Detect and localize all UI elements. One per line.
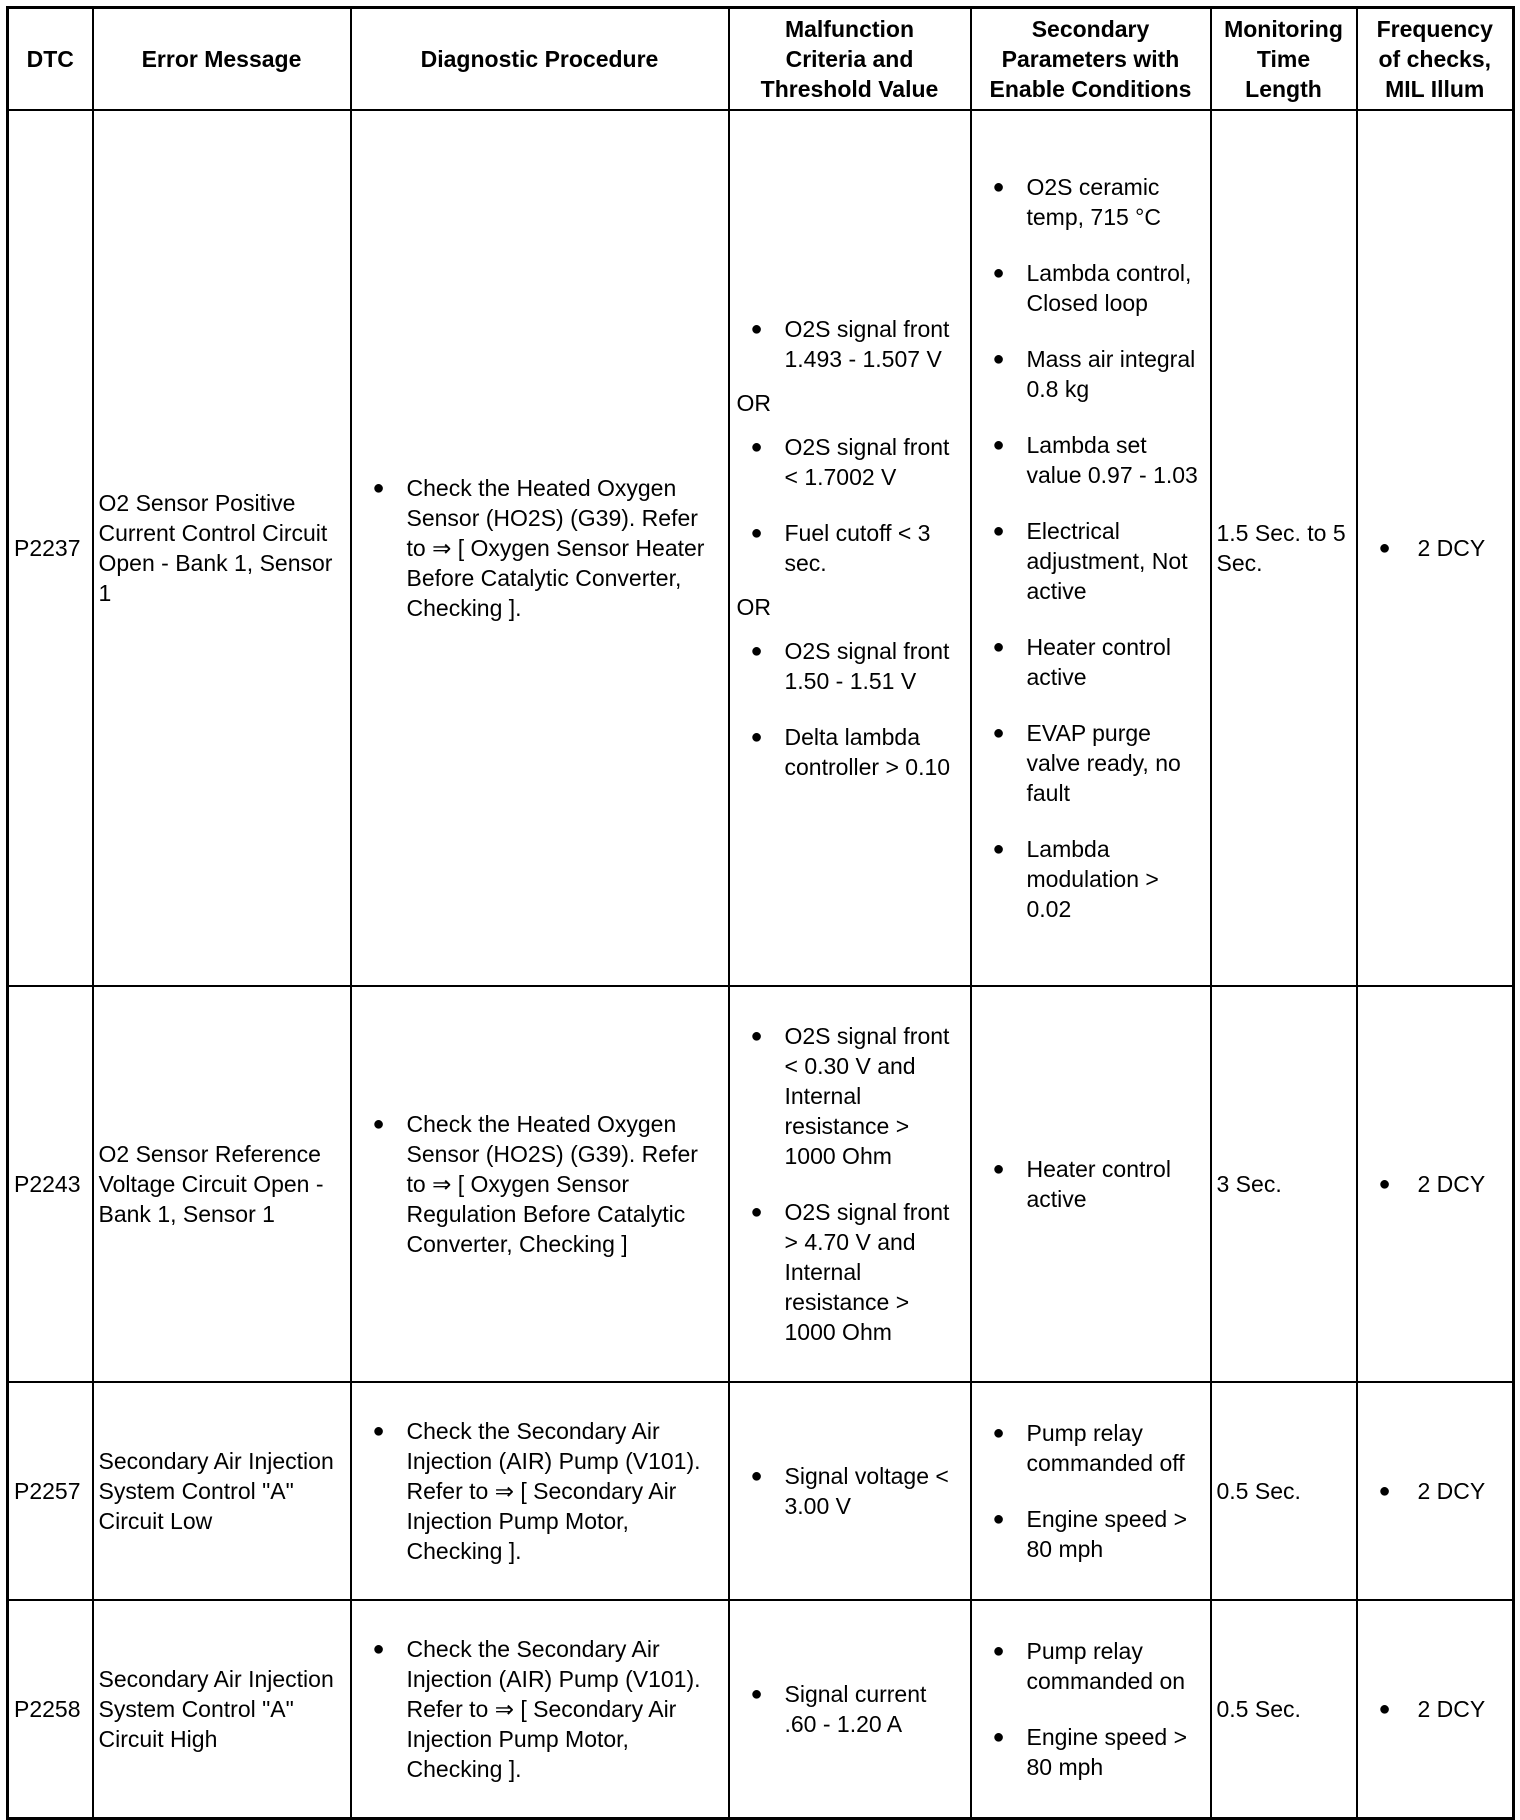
frequency-item: ● 2 DCY — [1363, 533, 1508, 563]
table-row — [8, 986, 1514, 1382]
frequency-mil — [1357, 1382, 1514, 1600]
header-error-message: Error Message — [93, 8, 351, 111]
criteria-item: ● O2S signal front > 4.70 V and Internal resistance > 1000 Ohm — [735, 1197, 965, 1347]
dtc-code: P2243 — [8, 986, 93, 1382]
diagnostic-step: ● Check the Secondary Air Injection (AIR) Pump (V101). Refer to ⇒ [ Secondary Air Injection Pump Motor, Checking ]. — [357, 1416, 723, 1566]
parameter-item: ● Electrical adjustment, Not active — [977, 516, 1205, 606]
header-diagnostic-procedure: Diagnostic Procedure — [351, 8, 729, 111]
criteria-item: ● O2S signal front 1.50 - 1.51 V — [735, 636, 965, 696]
header-secondary-parameters: Secondary Parameters with Enable Conditions — [971, 8, 1211, 111]
diagnostic-step: ● Check the Heated Oxygen Sensor (HO2S) (G39). Refer to ⇒ [ Oxygen Sensor Heater Before Catalytic Converter, Checking ]. — [357, 473, 723, 623]
frequency-item: ● 2 DCY — [1363, 1694, 1508, 1724]
header-monitoring-time: Monitoring Time Length — [1211, 8, 1357, 111]
malfunction-criteria — [729, 1600, 971, 1818]
frequency-mil — [1357, 1600, 1514, 1818]
malfunction-criteria — [729, 986, 971, 1382]
criteria-item: ● Signal voltage < 3.00 V — [735, 1461, 965, 1521]
criteria-item: ● O2S signal front 1.493 - 1.507 V — [735, 314, 965, 374]
error-message: O2 Sensor Positive Current Control Circuit Open - Bank 1, Sensor 1 — [93, 110, 351, 986]
criteria-item: ● Delta lambda controller > 0.10 — [735, 722, 965, 782]
parameter-item: ● Lambda set value 0.97 - 1.03 — [977, 430, 1205, 490]
monitoring-time: 3 Sec. — [1211, 986, 1357, 1382]
parameter-item: ● Engine speed > 80 mph — [977, 1504, 1205, 1564]
diagnostic-procedure — [351, 1382, 729, 1600]
parameter-item: ● Engine speed > 80 mph — [977, 1722, 1205, 1782]
dtc-code: P2237 — [8, 110, 93, 986]
secondary-parameters — [971, 986, 1211, 1382]
criteria-item: ● Signal current .60 - 1.20 A — [735, 1679, 965, 1739]
dtc-code: P2257 — [8, 1382, 93, 1600]
secondary-parameters — [971, 1600, 1211, 1818]
error-message: Secondary Air Injection System Control "A" Circuit Low — [93, 1382, 351, 1600]
diagnostic-step: ● Check the Heated Oxygen Sensor (HO2S) (G39). Refer to ⇒ [ Oxygen Sensor Regulation Before Catalytic Converter, Checking ] — [357, 1109, 723, 1259]
criteria-item: ● O2S signal front < 1.7002 V — [735, 432, 965, 492]
table-row — [8, 1600, 1514, 1818]
parameter-item: ● Pump relay commanded on — [977, 1636, 1205, 1696]
diagnostic-procedure — [351, 110, 729, 986]
criteria-or: OR — [736, 594, 771, 620]
dtc-code: P2258 — [8, 1600, 93, 1818]
frequency-mil — [1357, 110, 1514, 986]
dtc-table — [6, 6, 1515, 1820]
error-message: O2 Sensor Reference Voltage Circuit Open - Bank 1, Sensor 1 — [93, 986, 351, 1382]
secondary-parameters — [971, 1382, 1211, 1600]
criteria-item: ● Fuel cutoff < 3 sec. — [735, 518, 965, 578]
malfunction-criteria — [729, 110, 971, 986]
parameter-item: ● Pump relay commanded off — [977, 1418, 1205, 1478]
monitoring-time: 1.5 Sec. to 5 Sec. — [1211, 110, 1357, 986]
parameter-item: ● Lambda control, Closed loop — [977, 258, 1205, 318]
criteria-item: ● O2S signal front < 0.30 V and Internal resistance > 1000 Ohm — [735, 1021, 965, 1171]
table-row — [8, 1382, 1514, 1600]
parameter-item: ● Lambda modulation > 0.02 — [977, 834, 1205, 924]
frequency-item: ● 2 DCY — [1363, 1476, 1508, 1506]
secondary-parameters — [971, 110, 1211, 986]
header-frequency: Frequency of checks, MIL Illum — [1357, 8, 1514, 111]
diagnostic-procedure — [351, 1600, 729, 1818]
frequency-mil — [1357, 986, 1514, 1382]
table-row — [8, 110, 1514, 986]
parameter-item: ● Mass air integral 0.8 kg — [977, 344, 1205, 404]
parameter-item: ● O2S ceramic temp, 715 °C — [977, 172, 1205, 232]
parameter-item: ● EVAP purge valve ready, no fault — [977, 718, 1205, 808]
diagnostic-procedure — [351, 986, 729, 1382]
error-message: Secondary Air Injection System Control "A" Circuit High — [93, 1600, 351, 1818]
header-malfunction-criteria: Malfunction Criteria and Threshold Value — [729, 8, 971, 111]
criteria-or: OR — [736, 390, 771, 416]
diagnostic-step: ● Check the Secondary Air Injection (AIR) Pump (V101). Refer to ⇒ [ Secondary Air Injection Pump Motor, Checking ]. — [357, 1634, 723, 1784]
header-row — [8, 8, 1514, 111]
malfunction-criteria — [729, 1382, 971, 1600]
parameter-item: ● Heater control active — [977, 1154, 1205, 1214]
monitoring-time: 0.5 Sec. — [1211, 1382, 1357, 1600]
parameter-item: ● Heater control active — [977, 632, 1205, 692]
monitoring-time: 0.5 Sec. — [1211, 1600, 1357, 1818]
frequency-item: ● 2 DCY — [1363, 1169, 1508, 1199]
header-dtc: DTC — [8, 8, 93, 111]
